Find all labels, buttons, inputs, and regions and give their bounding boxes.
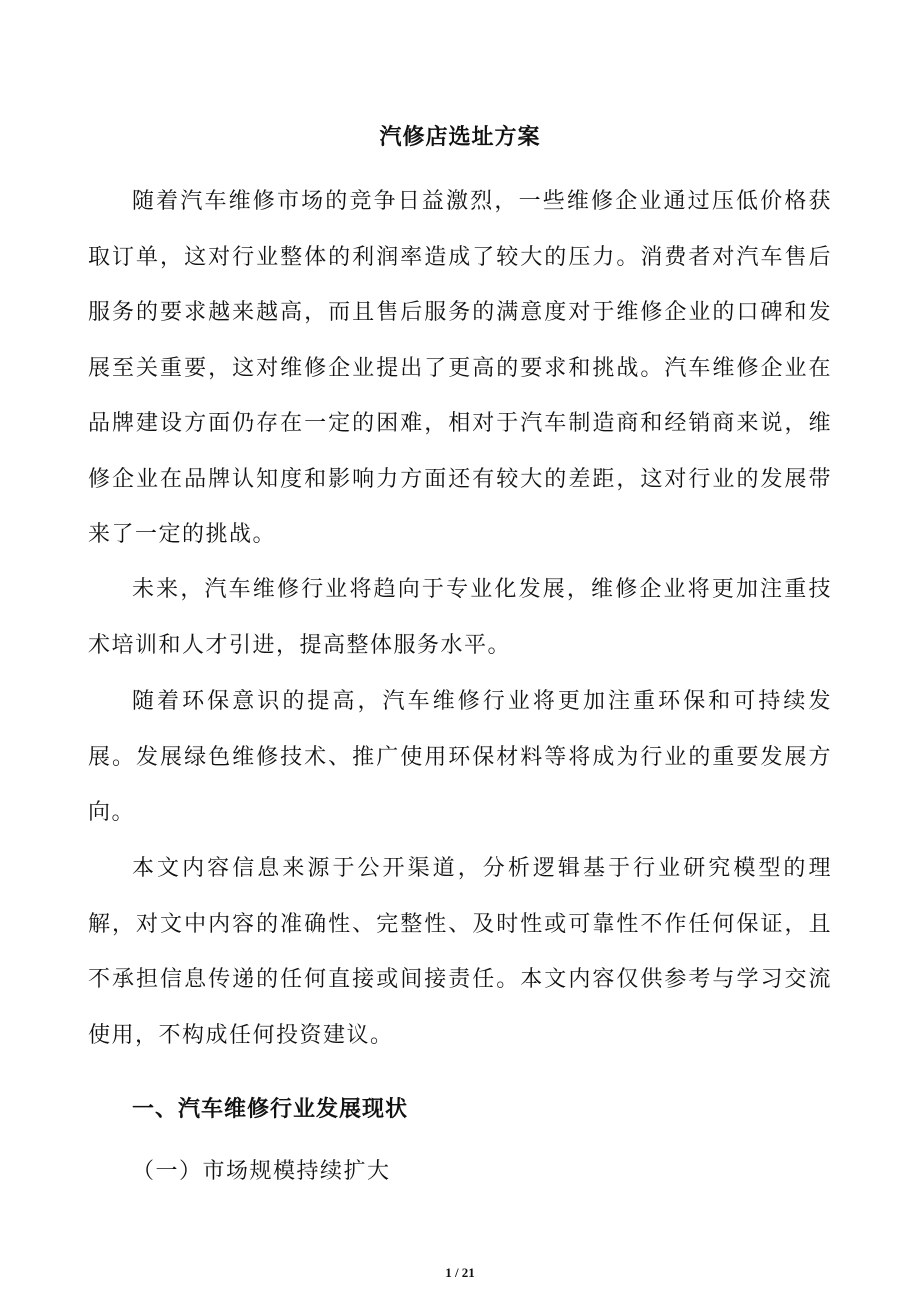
body-paragraph-4: 本文内容信息来源于公开渠道，分析逻辑基于行业研究模型的理解，对文中内容的准确性、完整性、及时性或可靠性不作任何保证，且不承担信息传递的任何直接或间接责任。本文内容仅供参考与学习交流使用，不构成任何投资建议。 [88, 856, 832, 1048]
body-paragraph-1: 随着汽车维修市场的竞争日益激烈，一些维修企业通过压低价格获取订单，这对行业整体的利润率造成了较大的压力。消费者对汽车售后服务的要求越来越高，而且售后服务的满意度对于维修企业的口碑和发展至关重要，这对维修企业提出了更高的要求和挑战。汽车维修企业在品牌建设方面仍存在一定的困难，相对于汽车制造商和经销商来说，维修企业在品牌认知度和影响力方面还有较大的差距，这对行业的发展带来了一定的挑战。 [88, 189, 832, 547]
document-title: 汽修店选址方案 [379, 125, 541, 150]
page-number: 1 / 21 [445, 1265, 475, 1280]
body-paragraph-2: 未来，汽车维修行业将趋向于专业化发展，维修企业将更加注重技术培训和人才引进，提高整体服务水平。 [88, 577, 832, 658]
subsection-heading: （一）市场规模持续扩大 [132, 1159, 391, 1184]
body-paragraph-3: 随着环保意识的提高，汽车维修行业将更加注重环保和可持续发展。发展绿色维修技术、推广使用环保材料等将成为行业的重要发展方向。 [88, 689, 832, 825]
section-heading: 一、汽车维修行业发展现状 [132, 1097, 409, 1122]
